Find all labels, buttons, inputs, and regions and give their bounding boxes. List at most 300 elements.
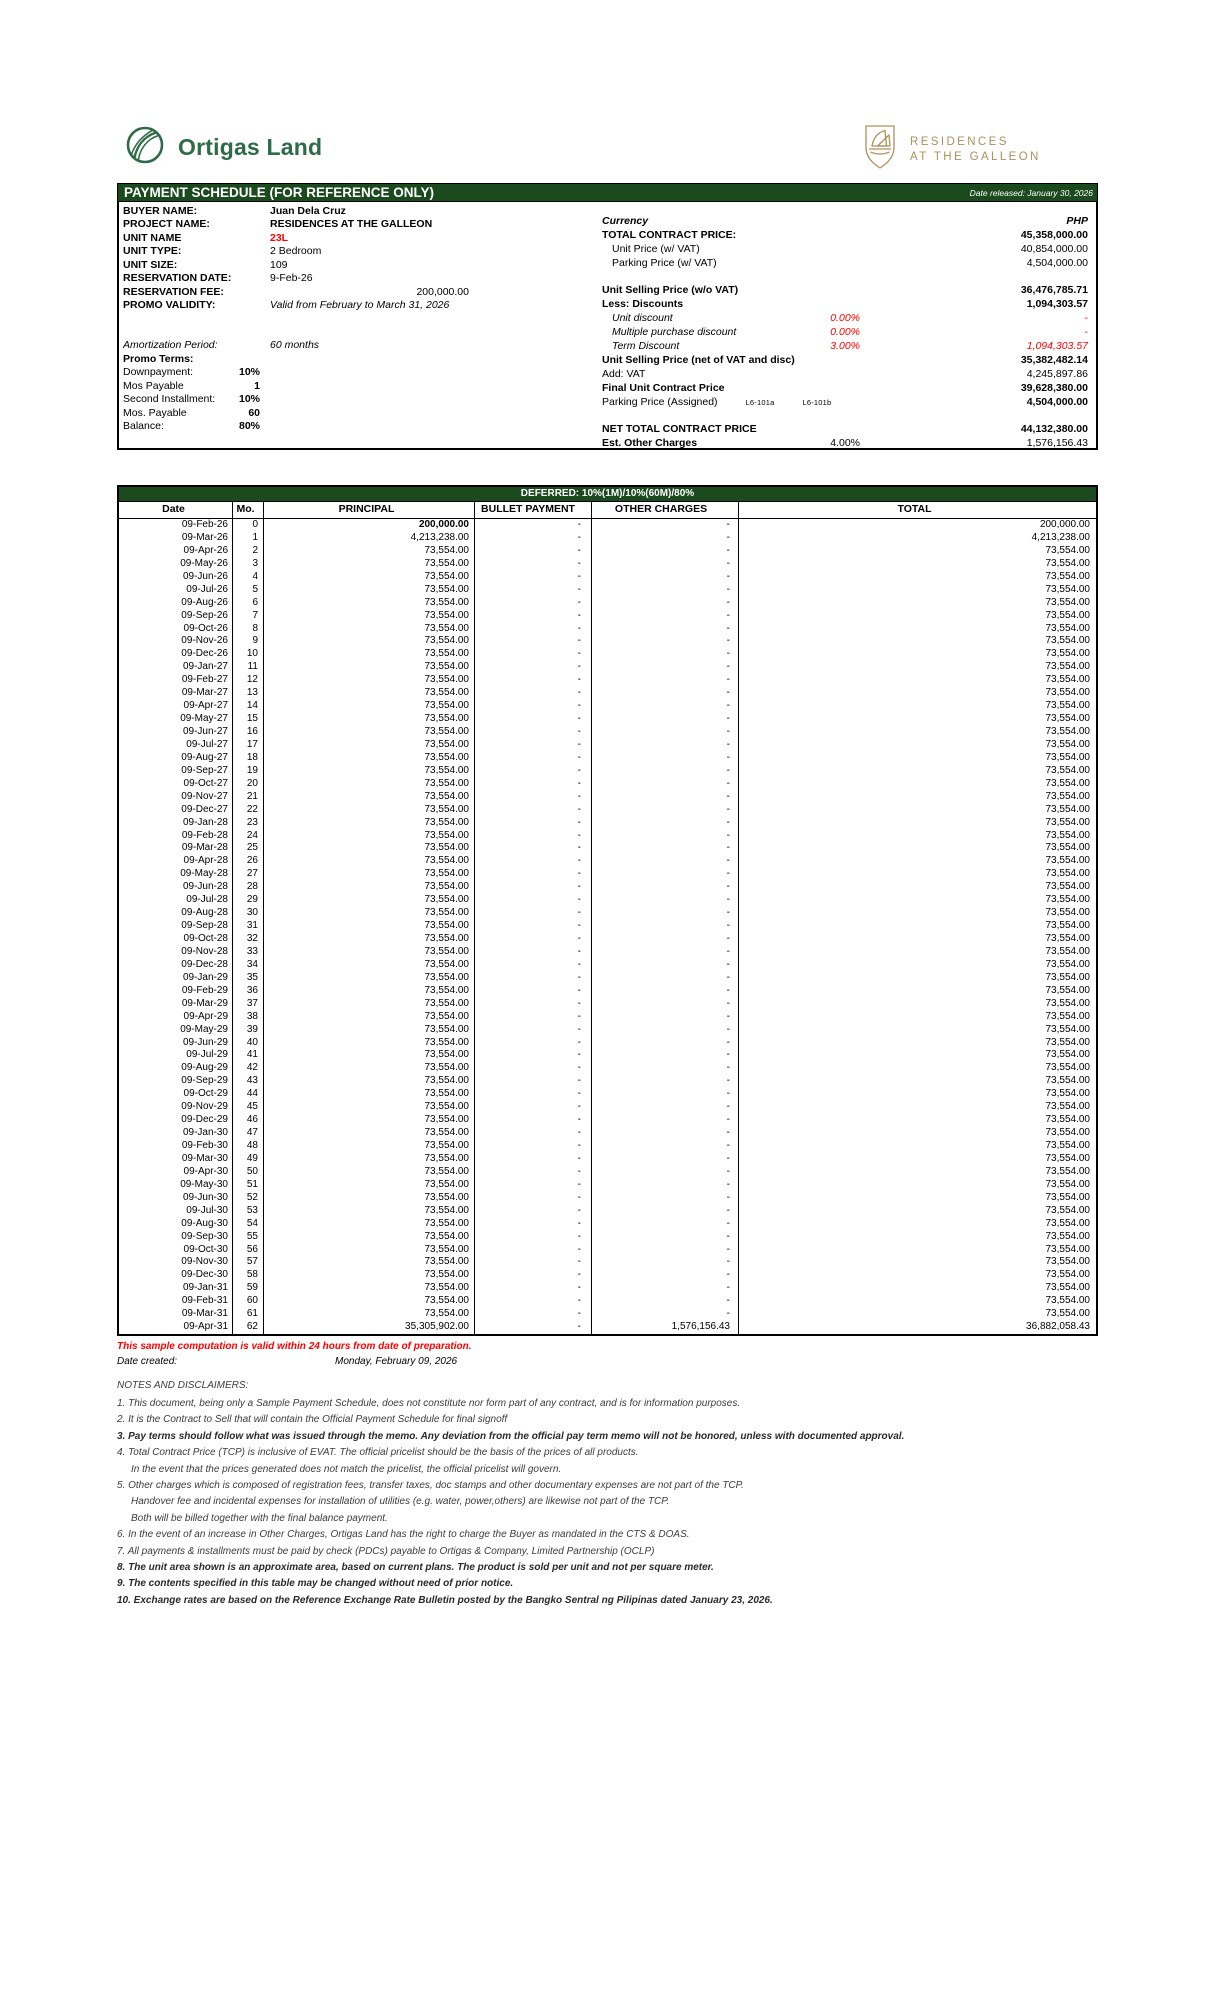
cell-total: 73,554.00 xyxy=(1045,1256,1090,1268)
cell-date: 09-Mar-30 xyxy=(119,1153,233,1166)
cell-total: 73,554.00 xyxy=(1045,1308,1090,1320)
currency-value: PHP xyxy=(1066,215,1088,227)
cell-date: 09-Mar-27 xyxy=(119,687,233,700)
cell-bullet-payment: - xyxy=(475,1011,592,1024)
galleon-shield-icon xyxy=(864,124,896,175)
schedule-row xyxy=(119,700,1096,713)
schedule-row xyxy=(119,920,1096,933)
cell-month-number: 4 xyxy=(233,571,264,584)
cell-principal: 73,554.00 xyxy=(264,661,475,674)
cell-date: 09-May-28 xyxy=(119,868,233,881)
cell-date: 09-Feb-27 xyxy=(119,674,233,687)
cell-other-charges: - xyxy=(592,1179,739,1192)
schedule-row xyxy=(119,1295,1096,1308)
cell-bullet-payment: - xyxy=(475,881,592,894)
schedule-row xyxy=(119,765,1096,778)
cell-total: 200,000.00 xyxy=(1039,519,1090,530)
cell-month-number: 10 xyxy=(233,648,264,661)
cell-month-number: 47 xyxy=(233,1127,264,1140)
cell-date: 09-Feb-28 xyxy=(119,830,233,843)
schedule-row xyxy=(119,1321,1096,1334)
cell-principal: 73,554.00 xyxy=(264,946,475,959)
cell-month-number: 61 xyxy=(233,1308,264,1321)
cell-principal: 73,554.00 xyxy=(264,1295,475,1308)
cell-total: 73,554.00 xyxy=(1045,1165,1090,1177)
schedule-row xyxy=(119,1127,1096,1140)
usp-net-of-vat-value: 35,382,482.14 xyxy=(1020,353,1088,366)
cell-principal: 73,554.00 xyxy=(264,1088,475,1101)
cell-total: 73,554.00 xyxy=(1045,1114,1090,1126)
unit-name-label: UNIT NAME xyxy=(123,231,182,244)
schedule-row xyxy=(119,648,1096,661)
schedule-row xyxy=(119,739,1096,752)
cell-bullet-payment: - xyxy=(475,1140,592,1153)
schedule-row xyxy=(119,830,1096,843)
schedule-row xyxy=(119,597,1096,610)
cell-principal: 73,554.00 xyxy=(264,584,475,597)
cell-date: 09-Feb-31 xyxy=(119,1295,233,1308)
net-total-contract-price-label: NET TOTAL CONTRACT PRICE xyxy=(602,423,757,436)
cell-principal: 73,554.00 xyxy=(264,623,475,636)
cell-month-number: 13 xyxy=(233,687,264,700)
amortization-period-value: 60 months xyxy=(270,339,320,352)
cell-bullet-payment: - xyxy=(475,1244,592,1257)
schedule-row xyxy=(119,532,1096,545)
notes-list xyxy=(117,1396,1157,1609)
cell-total: 73,554.00 xyxy=(1045,984,1090,996)
cell-other-charges: - xyxy=(592,713,739,726)
cell-principal: 73,554.00 xyxy=(264,1024,475,1037)
cell-total: 73,554.00 xyxy=(1045,1010,1090,1022)
cell-bullet-payment: - xyxy=(475,1114,592,1127)
page-title: PAYMENT SCHEDULE (FOR REFERENCE ONLY) xyxy=(124,185,435,200)
cell-date: 09-Apr-29 xyxy=(119,1011,233,1024)
cell-bullet-payment: - xyxy=(475,998,592,1011)
ortigas-wordmark: Ortigas Land xyxy=(178,133,323,160)
schedule-row xyxy=(119,1282,1096,1295)
cell-month-number: 8 xyxy=(233,623,264,636)
cell-principal: 73,554.00 xyxy=(264,1062,475,1075)
unit-type-label: UNIT TYPE: xyxy=(123,245,182,258)
cell-month-number: 26 xyxy=(233,855,264,868)
cell-bullet-payment: - xyxy=(475,1024,592,1037)
cell-principal: 73,554.00 xyxy=(264,842,475,855)
cell-principal: 73,554.00 xyxy=(264,713,475,726)
cell-other-charges: - xyxy=(592,610,739,623)
project-name-row xyxy=(121,218,601,231)
cell-principal: 73,554.00 xyxy=(264,1140,475,1153)
cell-other-charges: - xyxy=(592,1282,739,1295)
cell-other-charges: - xyxy=(592,868,739,881)
balance-value: 80% xyxy=(238,420,260,432)
column-header-total: TOTAL xyxy=(897,503,932,515)
cell-total: 73,554.00 xyxy=(1045,1243,1090,1255)
cell-other-charges: - xyxy=(592,1088,739,1101)
cell-bullet-payment: - xyxy=(475,1088,592,1101)
unit-selling-price-value: 36,476,785.71 xyxy=(1020,284,1088,297)
cell-other-charges: - xyxy=(592,881,739,894)
cell-other-charges: - xyxy=(592,998,739,1011)
currency-label: Currency xyxy=(602,215,649,227)
cell-bullet-payment: - xyxy=(475,804,592,817)
cell-date: 09-Sep-28 xyxy=(119,920,233,933)
schedule-row xyxy=(119,1166,1096,1179)
schedule-row xyxy=(119,855,1096,868)
disclaimer-note: 10. Exchange rates are based on the Reference Exchange Rate Bulletin posted by the Bangko Sentral ng Pilipinas dated January 23, 2026. xyxy=(117,1594,773,1606)
cell-other-charges: - xyxy=(592,1037,739,1050)
cell-total: 73,554.00 xyxy=(1045,1178,1090,1190)
cell-other-charges: - xyxy=(592,1127,739,1140)
unit-discount-label: Unit discount xyxy=(612,312,673,325)
cell-month-number: 31 xyxy=(233,920,264,933)
usp-net-of-vat-label: Unit Selling Price (net of VAT and disc) xyxy=(602,353,795,366)
cell-principal: 73,554.00 xyxy=(264,739,475,752)
cell-other-charges: - xyxy=(592,765,739,778)
schedule-row xyxy=(119,1231,1096,1244)
cell-other-charges: - xyxy=(592,830,739,843)
cell-principal: 73,554.00 xyxy=(264,1101,475,1114)
reservation-date-value: 9-Feb-26 xyxy=(270,272,313,285)
cell-date: 09-Jan-29 xyxy=(119,972,233,985)
mos-payable-value: 1 xyxy=(254,379,260,392)
cell-month-number: 32 xyxy=(233,933,264,946)
cell-month-number: 59 xyxy=(233,1282,264,1295)
cell-date: 09-May-30 xyxy=(119,1179,233,1192)
cell-principal: 73,554.00 xyxy=(264,1075,475,1088)
cell-month-number: 55 xyxy=(233,1231,264,1244)
galleon-logo xyxy=(864,124,1041,175)
schedule-rows xyxy=(119,519,1096,1334)
cell-principal: 73,554.00 xyxy=(264,817,475,830)
buyer-name-row xyxy=(121,205,601,218)
second-installment-label: Second Installment: xyxy=(123,393,216,406)
buyer-name-label: BUYER NAME: xyxy=(123,205,198,217)
cell-month-number: 23 xyxy=(233,817,264,830)
cell-month-number: 17 xyxy=(233,739,264,752)
cell-date: 09-Dec-29 xyxy=(119,1114,233,1127)
cell-month-number: 22 xyxy=(233,804,264,817)
cell-other-charges: - xyxy=(592,855,739,868)
cell-total: 73,554.00 xyxy=(1045,609,1090,621)
unit-discount-percent: 0.00% xyxy=(830,312,860,325)
cell-total: 36,882,058.43 xyxy=(1026,1321,1090,1333)
cell-month-number: 62 xyxy=(233,1321,264,1334)
cell-total: 73,554.00 xyxy=(1045,1269,1090,1281)
second-installment-value: 10% xyxy=(238,393,260,406)
cell-bullet-payment: - xyxy=(475,1282,592,1295)
disclaimer-note: 6. In the event of an increase in Other Charges, Ortigas Land has the right to charge the Buyer as mandated in the CTS & DOAS. xyxy=(117,1529,690,1541)
cell-principal: 73,554.00 xyxy=(264,571,475,584)
schedule-row xyxy=(119,1101,1096,1114)
term-discount-label: Term Discount xyxy=(612,340,680,353)
cell-total: 73,554.00 xyxy=(1045,855,1090,867)
cell-bullet-payment: - xyxy=(475,1269,592,1282)
cell-date: 09-Aug-30 xyxy=(119,1218,233,1231)
total-contract-price-label: TOTAL CONTRACT PRICE: xyxy=(602,228,737,241)
cell-other-charges: - xyxy=(592,972,739,985)
cell-bullet-payment: - xyxy=(475,1231,592,1244)
cell-bullet-payment: - xyxy=(475,1321,592,1334)
cell-principal: 73,554.00 xyxy=(264,1256,475,1269)
cell-total: 73,554.00 xyxy=(1045,1127,1090,1139)
disclaimer-note: 2. It is the Contract to Sell that will contain the Official Payment Schedule for final signoff xyxy=(117,1414,508,1426)
cell-other-charges: - xyxy=(592,1140,739,1153)
cell-month-number: 35 xyxy=(233,972,264,985)
cell-month-number: 18 xyxy=(233,752,264,765)
cell-month-number: 15 xyxy=(233,713,264,726)
amortization-period-row xyxy=(121,339,601,352)
disclaimer-note: 8. The unit area shown is an approximate area, based on current plans. The product is sold per unit and not per square meter. xyxy=(117,1561,714,1573)
cell-principal: 73,554.00 xyxy=(264,1269,475,1282)
final-unit-contract-price-value: 39,628,380.00 xyxy=(1020,381,1088,394)
parking-slot-tag-2: L6-101b xyxy=(802,397,832,407)
cell-other-charges: - xyxy=(592,635,739,648)
disclaimer-note: Handover fee and incidental expenses for installation of utilities (e.g. water, power,others) are likewise not part of the TCP. xyxy=(131,1496,670,1508)
cell-total: 73,554.00 xyxy=(1045,687,1090,699)
column-header-other-charges: OTHER CHARGES xyxy=(592,502,739,518)
project-name-value: RESIDENCES AT THE GALLEON xyxy=(270,218,433,231)
cell-other-charges: - xyxy=(592,1166,739,1179)
cell-bullet-payment: - xyxy=(475,1101,592,1114)
cell-month-number: 19 xyxy=(233,765,264,778)
cell-month-number: 51 xyxy=(233,1179,264,1192)
cell-other-charges: - xyxy=(592,778,739,791)
cell-bullet-payment: - xyxy=(475,558,592,571)
cell-date: 09-Jun-26 xyxy=(119,571,233,584)
multiple-purchase-discount-label: Multiple purchase discount xyxy=(612,326,737,339)
cell-principal: 73,554.00 xyxy=(264,1244,475,1257)
payment-schedule-table xyxy=(117,485,1098,1336)
schedule-row xyxy=(119,584,1096,597)
cell-principal: 73,554.00 xyxy=(264,726,475,739)
cell-other-charges: - xyxy=(592,1075,739,1088)
cell-month-number: 56 xyxy=(233,1244,264,1257)
cell-principal: 73,554.00 xyxy=(264,907,475,920)
cell-principal: 73,554.00 xyxy=(264,1037,475,1050)
cell-date: 09-Dec-30 xyxy=(119,1269,233,1282)
payment-schedule-title-bar xyxy=(117,183,1098,202)
cell-other-charges: - xyxy=(592,1205,739,1218)
cell-principal: 73,554.00 xyxy=(264,648,475,661)
cell-principal: 73,554.00 xyxy=(264,597,475,610)
ortigas-land-logo xyxy=(124,125,322,169)
cell-date: 09-Nov-28 xyxy=(119,946,233,959)
mos-payable-label: Mos Payable xyxy=(123,379,184,392)
cell-bullet-payment: - xyxy=(475,1075,592,1088)
schedule-row xyxy=(119,791,1096,804)
unit-size-value: 109 xyxy=(270,258,288,271)
cell-bullet-payment: - xyxy=(475,778,592,791)
cell-total: 73,554.00 xyxy=(1045,1230,1090,1242)
downpayment-label: Downpayment: xyxy=(123,366,194,379)
less-discounts-row xyxy=(602,298,1092,312)
cell-total: 73,554.00 xyxy=(1045,1075,1090,1087)
cell-date: 09-Apr-30 xyxy=(119,1166,233,1179)
schedule-row xyxy=(119,1192,1096,1205)
cell-principal: 73,554.00 xyxy=(264,1308,475,1321)
date-released: Date released: January 30, 2026 xyxy=(969,187,1093,198)
term-discount-row xyxy=(602,340,1092,354)
cell-principal: 73,554.00 xyxy=(264,1166,475,1179)
cell-other-charges: - xyxy=(592,933,739,946)
cell-date: 09-Oct-28 xyxy=(119,933,233,946)
unit-selling-price-label: Unit Selling Price (w/o VAT) xyxy=(602,284,739,297)
downpayment-row xyxy=(121,366,601,379)
cell-month-number: 3 xyxy=(233,558,264,571)
usp-net-of-vat-row xyxy=(602,354,1092,368)
cell-total: 73,554.00 xyxy=(1045,596,1090,608)
cell-total: 73,554.00 xyxy=(1045,751,1090,763)
cell-other-charges: - xyxy=(592,946,739,959)
reservation-fee-row xyxy=(121,286,601,299)
net-total-contract-price-row xyxy=(602,423,1092,437)
cell-date: 09-Jan-27 xyxy=(119,661,233,674)
cell-bullet-payment: - xyxy=(475,985,592,998)
cell-total: 73,554.00 xyxy=(1045,1217,1090,1229)
cell-month-number: 30 xyxy=(233,907,264,920)
cell-bullet-payment: - xyxy=(475,817,592,830)
cell-date: 09-Jul-28 xyxy=(119,894,233,907)
schedule-row xyxy=(119,1218,1096,1231)
cell-month-number: 50 xyxy=(233,1166,264,1179)
reservation-fee-label: RESERVATION FEE: xyxy=(123,285,224,298)
schedule-column-headers xyxy=(119,502,1096,519)
cell-total: 73,554.00 xyxy=(1045,842,1090,854)
cell-bullet-payment: - xyxy=(475,623,592,636)
cell-other-charges: - xyxy=(592,1062,739,1075)
schedule-row xyxy=(119,907,1096,920)
schedule-row xyxy=(119,933,1096,946)
schedule-row xyxy=(119,571,1096,584)
cell-other-charges: - xyxy=(592,752,739,765)
cell-date: 09-Jul-26 xyxy=(119,584,233,597)
schedule-row xyxy=(119,558,1096,571)
schedule-row xyxy=(119,687,1096,700)
cell-total: 73,554.00 xyxy=(1045,661,1090,673)
cell-date: 09-Nov-29 xyxy=(119,1101,233,1114)
schedule-row xyxy=(119,1140,1096,1153)
project-name-label: PROJECT NAME: xyxy=(123,218,210,231)
cell-other-charges: - xyxy=(592,1024,739,1037)
schedule-row xyxy=(119,519,1096,532)
cell-other-charges: - xyxy=(592,1231,739,1244)
less-discounts-value: 1,094,303.57 xyxy=(1026,298,1088,311)
unit-price-vat-label: Unit Price (w/ VAT) xyxy=(612,242,700,255)
cell-date: 09-Jul-29 xyxy=(119,1049,233,1062)
cell-principal: 73,554.00 xyxy=(264,778,475,791)
cell-date: 09-Apr-26 xyxy=(119,545,233,558)
disclaimer-note: Both will be billed together with the final balance payment. xyxy=(131,1512,388,1524)
cell-bullet-payment: - xyxy=(475,648,592,661)
cell-principal: 73,554.00 xyxy=(264,959,475,972)
downpayment-value: 10% xyxy=(238,366,260,379)
cell-other-charges: - xyxy=(592,1192,739,1205)
parking-price-vat-label: Parking Price (w/ VAT) xyxy=(612,256,717,269)
promo-validity-row xyxy=(121,299,601,312)
cell-month-number: 53 xyxy=(233,1205,264,1218)
est-other-charges-label: Est. Other Charges xyxy=(602,437,698,450)
cell-total: 73,554.00 xyxy=(1045,635,1090,647)
unit-type-row xyxy=(121,245,601,258)
total-contract-price-value: 45,358,000.00 xyxy=(1020,228,1088,241)
cell-bullet-payment: - xyxy=(475,1166,592,1179)
cell-total: 73,554.00 xyxy=(1045,894,1090,906)
cell-other-charges: - xyxy=(592,1114,739,1127)
cell-bullet-payment: - xyxy=(475,571,592,584)
cell-total: 73,554.00 xyxy=(1045,1049,1090,1061)
cell-month-number: 6 xyxy=(233,597,264,610)
cell-bullet-payment: - xyxy=(475,907,592,920)
column-header-bullet-payment: BULLET PAYMENT xyxy=(475,502,592,518)
schedule-row xyxy=(119,1205,1096,1218)
unit-price-vat-value: 40,854,000.00 xyxy=(1020,242,1088,255)
schedule-row xyxy=(119,998,1096,1011)
cell-principal: 73,554.00 xyxy=(264,700,475,713)
column-header-month-number: Mo. xyxy=(233,502,264,518)
cell-other-charges: - xyxy=(592,842,739,855)
cell-month-number: 40 xyxy=(233,1037,264,1050)
cell-bullet-payment: - xyxy=(475,933,592,946)
cell-other-charges: - xyxy=(592,1269,739,1282)
cell-principal: 73,554.00 xyxy=(264,920,475,933)
schedule-row xyxy=(119,713,1096,726)
schedule-row xyxy=(119,804,1096,817)
cell-bullet-payment: - xyxy=(475,726,592,739)
cell-bullet-payment: - xyxy=(475,972,592,985)
unit-selling-price-row xyxy=(602,284,1092,298)
cell-bullet-payment: - xyxy=(475,610,592,623)
cell-total: 73,554.00 xyxy=(1045,674,1090,686)
cell-total: 73,554.00 xyxy=(1045,997,1090,1009)
final-unit-contract-price-row xyxy=(602,382,1092,396)
schedule-row xyxy=(119,1114,1096,1127)
reservation-date-label: RESERVATION DATE: xyxy=(123,272,232,285)
date-created-label: Date created: xyxy=(117,1356,178,1367)
cell-bullet-payment: - xyxy=(475,946,592,959)
cell-other-charges: - xyxy=(592,648,739,661)
validity-note: This sample computation is valid within 24 hours from date of preparation. xyxy=(117,1341,472,1352)
balance-row xyxy=(121,420,601,433)
schedule-row xyxy=(119,623,1096,636)
cell-month-number: 44 xyxy=(233,1088,264,1101)
cell-month-number: 25 xyxy=(233,842,264,855)
promo-validity-label: PROMO VALIDITY: xyxy=(123,299,216,312)
cell-other-charges: - xyxy=(592,985,739,998)
add-vat-value: 4,245,897.86 xyxy=(1026,367,1088,380)
cell-date: 09-Apr-27 xyxy=(119,700,233,713)
cell-date: 09-Sep-26 xyxy=(119,610,233,623)
cell-other-charges: - xyxy=(592,739,739,752)
cell-other-charges: - xyxy=(592,907,739,920)
cell-total: 73,554.00 xyxy=(1045,1295,1090,1307)
schedule-row xyxy=(119,726,1096,739)
cell-month-number: 16 xyxy=(233,726,264,739)
schedule-row xyxy=(119,946,1096,959)
schedule-row xyxy=(119,1075,1096,1088)
cell-date: 09-Jul-27 xyxy=(119,739,233,752)
cell-bullet-payment: - xyxy=(475,532,592,545)
cell-month-number: 34 xyxy=(233,959,264,972)
cell-date: 09-Jun-30 xyxy=(119,1192,233,1205)
cell-total: 73,554.00 xyxy=(1045,1152,1090,1164)
cell-month-number: 1 xyxy=(233,532,264,545)
second-installment-row xyxy=(121,393,601,406)
cell-date: 09-Oct-29 xyxy=(119,1088,233,1101)
cell-other-charges: - xyxy=(592,545,739,558)
disclaimer-note: 4. Total Contract Price (TCP) is inclusive of EVAT. The official pricelist should be the basis of the prices of all products. xyxy=(117,1447,639,1459)
cell-principal: 73,554.00 xyxy=(264,752,475,765)
cell-principal: 73,554.00 xyxy=(264,855,475,868)
